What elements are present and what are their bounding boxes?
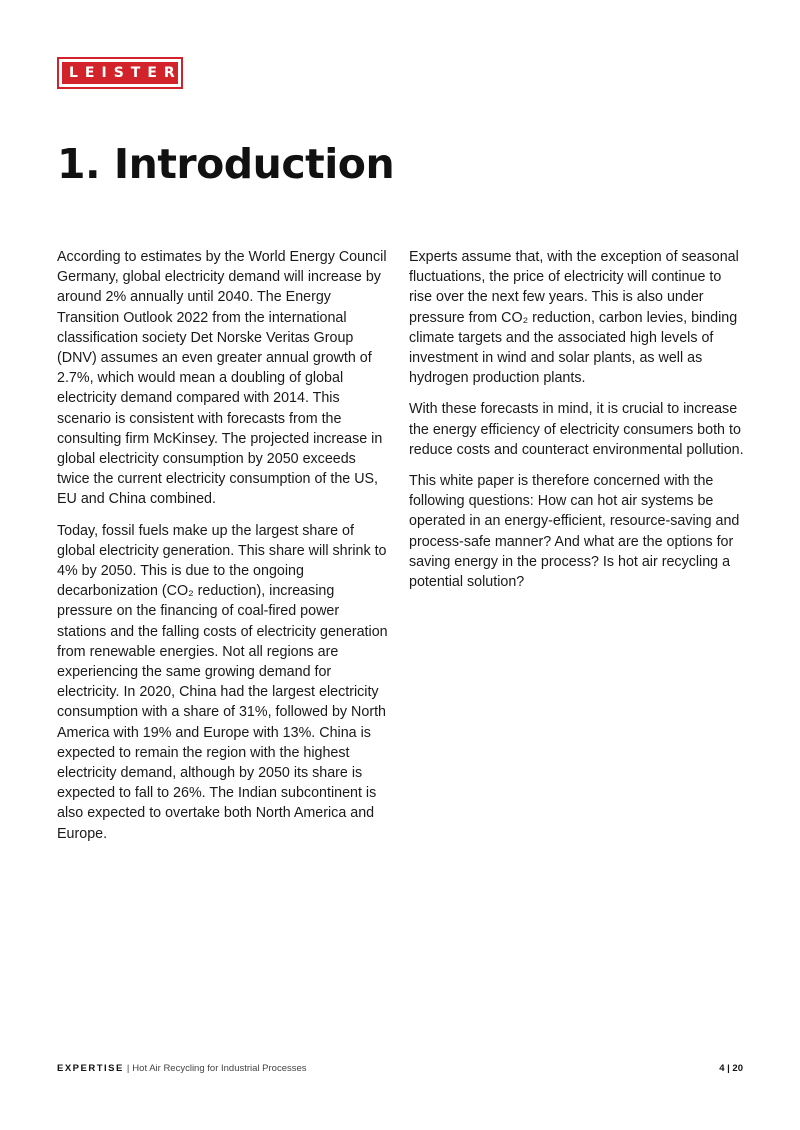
paragraph: Experts assume that, with the exception of seasonal fluctuations, the price of electricity will continue to rise over the next few years. This is also under pressure from CO₂ reduction, carbon levies, binding climate targets and the associated high levels of investment in wind and solar plants, as well as hydrogen production plants. — [409, 249, 739, 387]
footer-subtitle: Hot Air Recycling for Industrial Processes — [132, 1063, 307, 1074]
page-footer — [57, 1063, 743, 1074]
paragraph: This white paper is therefore concerned with the following questions: How can hot air systems be operated in an energy-efficient, resource-saving and process-safe manner? And what are the options for saving energy in the process? Is hot air recycling a potential solution? — [409, 473, 740, 591]
logo-text: LEISTER — [62, 62, 178, 84]
left-column — [57, 247, 392, 855]
paragraph: According to estimates by the World Energy Council Germany, global electricity demand will increase by around 2% annually until 2040. The Energy Transition Outlook 2022 from the international classification society Det Norske Veritas Group (DNV) assumes an even greater annual growth of 2.7%, which would mean a doubling of global electricity demand compared with 2014. This scenario is consistent with forecasts from the consulting firm McKinsey. The projected increase in global electricity consumption by 2050 exceeds twice the current electricity consumption of the US, EU and China combined. — [57, 249, 387, 508]
page-number: 4 | 20 — [719, 1063, 743, 1074]
footer-left — [57, 1063, 307, 1074]
leister-logo — [57, 57, 183, 89]
paragraph: With these forecasts in mind, it is crucial to increase the energy efficiency of electricity consumers both to reduce costs and counteract environmental pollution. — [409, 401, 744, 458]
footer-separator: | — [126, 1063, 130, 1074]
footer-brand: EXPERTISE — [57, 1063, 124, 1074]
right-column — [409, 247, 745, 603]
page-title: 1. Introduction — [57, 140, 395, 188]
paragraph: Today, fossil fuels make up the largest share of global electricity generation. This share will shrink to 4% by 2050. This is due to the ongoing decarbonization (CO₂ reduction), increasing pressure on the financing of coal-fired power stations and the falling costs of electricity generation from renewable energies. Not all regions are experiencing the same growing demand for electricity. In 2020, China had the largest electricity consumption with a share of 31%, followed by North America with 19% and Europe with 13%. China is expected to remain the region with the highest electricity demand, although by 2050 its share is expected to fall to 26%. The Indian subcontinent is also expected to overtake both North America and Europe. — [57, 522, 388, 842]
